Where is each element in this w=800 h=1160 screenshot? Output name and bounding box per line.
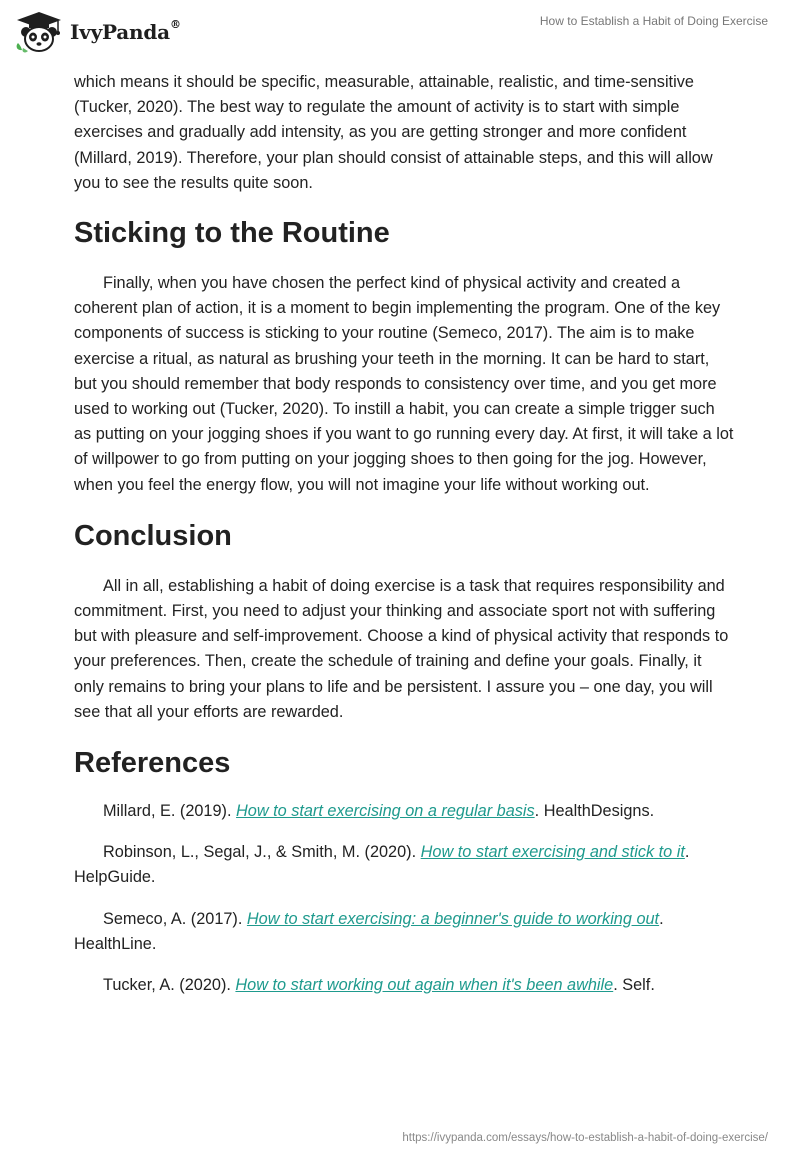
conclusion-paragraph: All in all, establishing a habit of doing exercise is a task that requires responsibility and commitment. First, you need to adjust your thinking and associate sport not with suffering but with pleasure and self-improvement. Choose a kind of physical activity that responds to your preferences. Then, create the schedule of training and define your goals. Finally, it only remains to bring your plans to life and be persistent. I assure you – one day, you will see that all your efforts are rewarded. bbox=[74, 576, 729, 721]
registered-mark: ® bbox=[169, 18, 181, 31]
reference-link[interactable]: How to start working out again when it's been awhile bbox=[235, 976, 614, 995]
reference-link[interactable]: How to start exercising and stick to it bbox=[420, 843, 685, 862]
reference-link[interactable]: How to start exercising: a beginner's guide to working out bbox=[246, 909, 660, 928]
ivypanda-logo[interactable] bbox=[14, 10, 181, 54]
reference-item: Millard, E. (2019). How to start exercising on a regular basis. HealthDesigns. bbox=[103, 802, 655, 821]
panda-graduate-icon bbox=[14, 10, 64, 54]
intro-paragraph: which means it should be specific, measurable, attainable, realistic, and time-sensitive (Tucker, 2020). The best way to regulate the amount of activity is to start with simple exercises and gradually add intensity, as you are getting stronger and more confident (Millard, 2019). Therefore, your plan should consist of attainable steps, and this will allow you to see the results quite soon. bbox=[74, 73, 713, 192]
section-heading-references: References bbox=[74, 747, 231, 780]
logo-text: IvyPanda® bbox=[70, 18, 181, 44]
document-title: How to Establish a Habit of Doing Exercise bbox=[539, 14, 768, 28]
reference-item: Robinson, L., Segal, J., & Smith, M. (2020). How to start exercising and stick to it. HelpGuide. bbox=[74, 843, 690, 887]
section-heading-routine: Sticking to the Routine bbox=[74, 217, 390, 250]
reference-item: Semeco, A. (2017). How to start exercising: a beginner's guide to working out. HealthLine. bbox=[74, 909, 664, 953]
section-heading-conclusion: Conclusion bbox=[74, 519, 232, 552]
footer-url[interactable]: https://ivypanda.com/essays/how-to-establish-a-habit-of-doing-exercise/ bbox=[402, 1132, 768, 1144]
routine-paragraph: Finally, when you have chosen the perfect kind of physical activity and created a coherent plan of action, it is a moment to begin implementing the program. One of the key components of success is sticking to your routine (Semeco, 2017). The aim is to make exercise a ritual, as natural as brushing your teeth in the morning. It can be hard to start, but you should remember that body responds to consistency over time, and you get more used to working out (Tucker, 2020). To instill a habit, you can create a simple trigger such as putting on your jogging shoes if you want to go running every day. At first, it will take a lot of willpower to go from putting on your jogging shoes to then going for the jog. However, when you feel the energy flow, you will not imagine your life without working out. bbox=[74, 274, 734, 494]
essay-content bbox=[74, 70, 734, 998]
reference-link[interactable]: How to start exercising on a regular basis bbox=[236, 802, 535, 821]
reference-item: Tucker, A. (2020). How to start working out again when it's been awhile. Self. bbox=[103, 976, 655, 995]
page-header bbox=[0, 0, 800, 70]
